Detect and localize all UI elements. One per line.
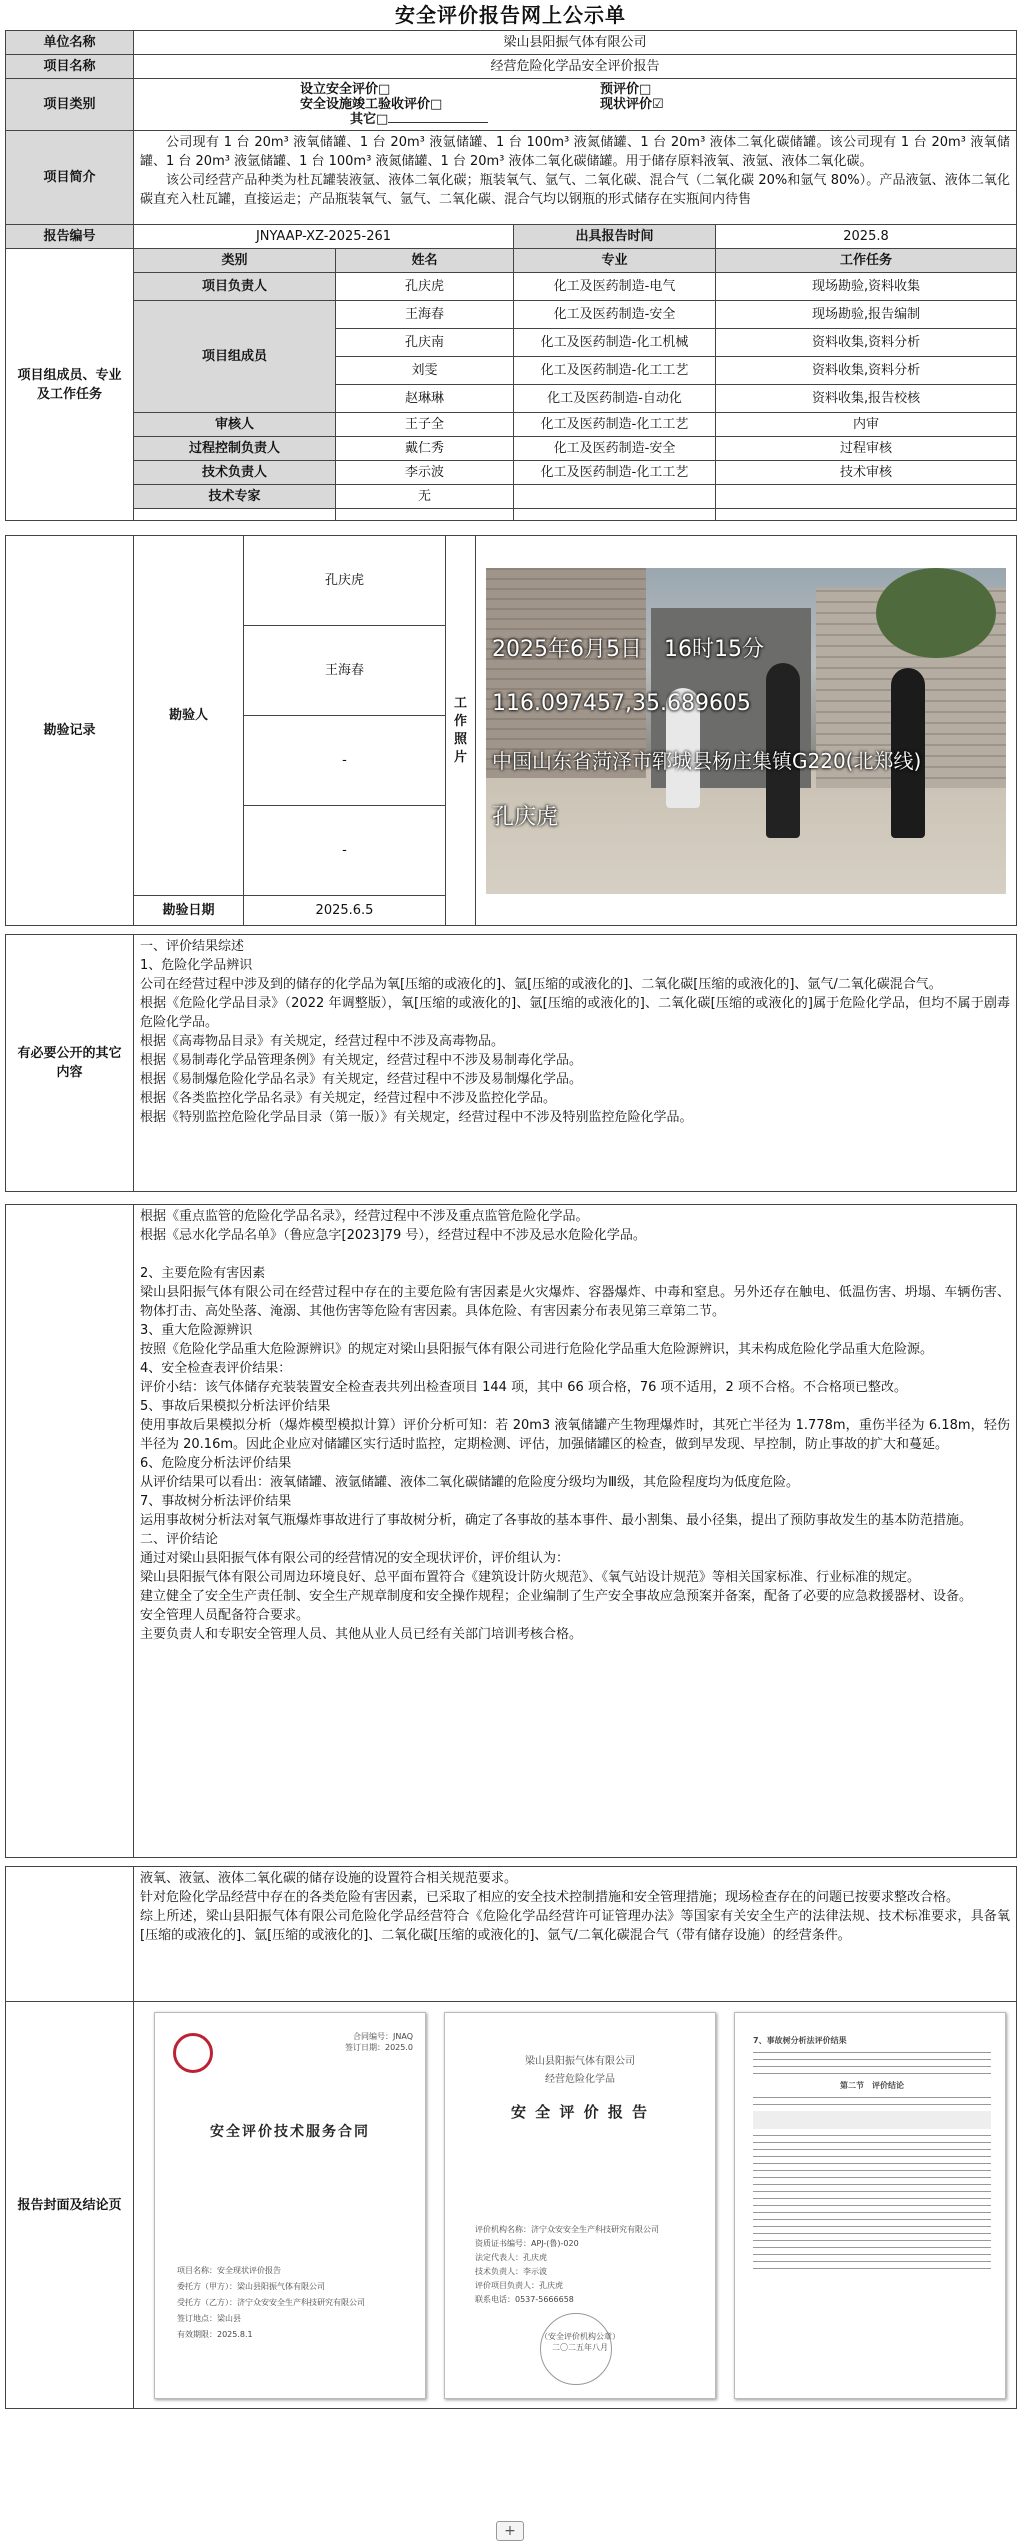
photo-cell bbox=[476, 536, 1017, 926]
report-title: 安 全 评 价 报 告 bbox=[510, 2103, 650, 2121]
row-category: 审核人 bbox=[134, 413, 336, 437]
project-type-label: 项目类别 bbox=[6, 79, 134, 131]
cover-table bbox=[5, 1866, 1017, 2409]
text-line bbox=[140, 1245, 1010, 1264]
row-task: 内审 bbox=[716, 413, 1017, 437]
text-line: 梁山县阳振气体有限公司周边环境良好、总平面布置符合《建筑设计防火规范》、《氧气站设计规范》等相关国家标准、行业标准的规定。 bbox=[140, 1570, 921, 1585]
col-task: 工作任务 bbox=[716, 249, 1017, 273]
disclosure-text-3 bbox=[134, 1867, 1017, 2002]
photo-place: 中国山东省菏泽市郓城县杨庄集镇G220(北郑线) bbox=[492, 748, 922, 773]
contract-line: 受托方（乙方）：济宁众安安全生产科技研究有限公司 bbox=[177, 2298, 365, 2307]
text-line: 3、重大危险源辨识 bbox=[140, 1323, 253, 1338]
publish-time-value: 2025.8 bbox=[716, 225, 1017, 249]
row-major: 化工及医药制造-化工工艺 bbox=[514, 357, 716, 385]
col-category: 类别 bbox=[134, 249, 336, 273]
text-line: 6、危险度分析法评价结果 bbox=[140, 1456, 292, 1471]
expand-button[interactable]: + bbox=[496, 2521, 524, 2541]
report-seal: （安全评价机构公章） bbox=[540, 2332, 620, 2341]
survey-record-label: 勘验记录 bbox=[6, 536, 134, 926]
text-line: 公司在经营过程中涉及到的储存的化学品为氧[压缩的或液化的]、氩[压缩的或液化的]、二氧化碳[压缩的或液化的]、氩气/二氧化碳混合气。 bbox=[140, 977, 942, 992]
report-no-value: JNYAAP-XZ-2025-261 bbox=[134, 225, 514, 249]
text-line: 从评价结果可以看出：液氧储罐、液氩储罐、液体二氧化碳储罐的危险度分级均为Ⅲ级，其危险程度均为低度危险。 bbox=[140, 1475, 799, 1490]
row-category: 过程控制负责人 bbox=[134, 437, 336, 461]
row-task: 过程审核 bbox=[716, 437, 1017, 461]
row-category: 项目负责人 bbox=[134, 273, 336, 301]
type-option-design: 设立安全评价□ bbox=[300, 82, 391, 97]
row-major: 化工及医药制造-自动化 bbox=[514, 385, 716, 413]
text-line: 梁山县阳振气体有限公司在经营过程中存在的主要危险有害因素是火灾爆炸、容器爆炸、中毒和窒息。另外还存在触电、低温伤害、坍塌、车辆伤害、物体打击、高处坠落、淹溺、其他伤害等危险有害因素。具体危险、有害因素分布表见第三章第二节。 bbox=[140, 1285, 1010, 1319]
col-major: 专业 bbox=[514, 249, 716, 273]
surveyor-name: - bbox=[244, 806, 446, 896]
surveyor-name: 王海春 bbox=[244, 626, 446, 716]
row-name: 王海春 bbox=[336, 301, 514, 329]
table-row bbox=[6, 485, 1017, 509]
row-name: 李示波 bbox=[336, 461, 514, 485]
text-line: 根据《易制毒化学品管理条例》有关规定，经营过程中不涉及易制毒化学品。 bbox=[140, 1053, 583, 1068]
text-line: 建立健全了安全生产责任制、安全生产规章制度和安全操作规程；企业编制了生产安全事故应急预案并备案，配备了必要的应急救援器材、设备。 bbox=[140, 1589, 973, 1604]
row-task: 技术审核 bbox=[716, 461, 1017, 485]
type-option-pre: 预评价□ bbox=[600, 82, 652, 97]
row-major: 化工及医药制造-化工机械 bbox=[514, 329, 716, 357]
disclosure-label-empty bbox=[6, 1205, 134, 1858]
table-row bbox=[6, 273, 1017, 301]
row-major: 化工及医药制造-化工工艺 bbox=[514, 461, 716, 485]
row-task: 现场勘验,报告编制 bbox=[716, 301, 1017, 329]
text-line: 1、危险化学品辨识 bbox=[140, 958, 253, 973]
conclusion-label-empty bbox=[6, 1867, 134, 2002]
survey-date-label: 勘验日期 bbox=[134, 896, 244, 926]
disclosure-table-1 bbox=[5, 934, 1017, 1192]
report-line: 联系电话：0537-5666658 bbox=[475, 2295, 574, 2304]
disclosure-label: 有必要公开的其它内容 bbox=[6, 935, 134, 1192]
text-line: 通过对梁山县阳振气体有限公司的经营情况的安全现状评价，评价组认为： bbox=[140, 1551, 570, 1566]
report-line: 评价机构名称：济宁众安安全生产科技研究有限公司 bbox=[475, 2225, 659, 2234]
photo-person: 孔庆虎 bbox=[492, 804, 559, 830]
row-major: 化工及医药制造-安全 bbox=[514, 437, 716, 461]
text-line: 4、安全检查表评价结果： bbox=[140, 1361, 292, 1376]
text-line: 一、评价结果综述 bbox=[140, 939, 245, 954]
report-date: 二〇二五年八月 bbox=[552, 2343, 608, 2352]
type-option-other: 其它□ bbox=[350, 112, 389, 127]
report-unit: 梁山县阳振气体有限公司 bbox=[525, 2056, 635, 2067]
empty-cell bbox=[514, 485, 716, 509]
team-label: 项目组成员、专业及工作任务 bbox=[6, 249, 134, 521]
concl-heading: 7、事故树分析法评价结果 bbox=[753, 2036, 847, 2045]
report-cover-page bbox=[444, 2012, 716, 2399]
report-sub: 经营危险化学品 bbox=[545, 2074, 615, 2085]
project-intro-text bbox=[134, 131, 1017, 225]
text-line: 根据《重点监管的危险化学品名录》，经营过程中不涉及重点监管危险化学品。 bbox=[140, 1209, 589, 1224]
text-line: 7、事故树分析法评价结果 bbox=[140, 1494, 292, 1509]
conclusion-page bbox=[734, 2012, 1006, 2399]
text-line: 安全管理人员配备符合要求。 bbox=[140, 1608, 310, 1623]
row-category: 项目组成员 bbox=[134, 301, 336, 413]
text-line: 根据《危险化学品目录》（2022 年调整版），氧[压缩的或液化的]、氩[压缩的或液化的]、二氧化碳[压缩的或液化的]属于危险化学品，但均不属于剧毒危险化学品。 bbox=[140, 996, 1010, 1030]
row-name: 无 bbox=[336, 485, 514, 509]
project-name-label: 项目名称 bbox=[6, 55, 134, 79]
report-no-label: 报告编号 bbox=[6, 225, 134, 249]
text-line: 评价小结：该气体储存充装装置安全检查表共列出检查项目 144 项，其中 66 项合格，76 项不适用，2 项不合格。不合格项已整改。 bbox=[140, 1380, 907, 1395]
publish-time-label: 出具报告时间 bbox=[514, 225, 716, 249]
text-line: 综上所述，梁山县阳振气体有限公司危险化学品经营符合《危险化学品经营许可证管理办法》等国家有关安全生产的法律法规、技术标准要求，具备氧[压缩的或液化的]、氩[压缩的或液化的]、二氧化碳[压缩的或液化的]、氩气/二氧化碳混合气（带有储存设施）的经营条件。 bbox=[140, 1909, 1010, 1943]
photo-time: 2025年6月5日 16时15分 bbox=[492, 636, 764, 662]
text-line: 根据《高毒物品目录》有关规定，经营过程中不涉及高毒物品。 bbox=[140, 1034, 505, 1049]
basic-info-table bbox=[5, 30, 1017, 521]
row-task: 资料收集,资料分析 bbox=[716, 357, 1017, 385]
disclosure-text-1 bbox=[134, 935, 1017, 1192]
unit-name-label: 单位名称 bbox=[6, 31, 134, 55]
row-category: 技术专家 bbox=[134, 485, 336, 509]
text-line: 根据《特别监控危险化学品目录（第一版）》有关规定，经营过程中不涉及特别监控危险化学品。 bbox=[140, 1110, 693, 1125]
row-category: 技术负责人 bbox=[134, 461, 336, 485]
text-line: 2、主要危险有害因素 bbox=[140, 1266, 266, 1281]
cover-label: 报告封面及结论页 bbox=[6, 2002, 134, 2409]
text-line: 根据《易制爆危险化学品名录》有关规定，经营过程中不涉及易制爆化学品。 bbox=[140, 1072, 583, 1087]
survey-date-value: 2025.6.5 bbox=[244, 896, 446, 926]
row-major: 化工及医药制造-电气 bbox=[514, 273, 716, 301]
table-row bbox=[6, 437, 1017, 461]
project-type-options bbox=[134, 79, 1017, 131]
cover-images bbox=[134, 2002, 1017, 2409]
text-line: 根据《忌水化学品名单》（鲁应急字[2023]79 号），经营过程中不涉及忌水危险化学品。 bbox=[140, 1228, 646, 1243]
surveyor-name: 孔庆虎 bbox=[244, 536, 446, 626]
contract-line: 项目名称：安全现状评价报告 bbox=[177, 2266, 281, 2275]
intro-paragraph: 该公司经营产品种类为杜瓦罐装液氩、液体二氧化碳；瓶装氧气、氩气、二氧化碳、混合气（二氧化碳 20%和氩气 80%）。产品液氩、液体二氧化碳直充入杜瓦罐，直接运走；产品瓶装氧气、氩气、二氧化碳、混合气均以钢瓶的形式储存在实瓶间内待售 bbox=[140, 173, 1011, 207]
contract-title: 安全评价技术服务合同 bbox=[210, 2124, 370, 2140]
row-task: 资料收集,报告校核 bbox=[716, 385, 1017, 413]
row-task: 现场勘验,资料收集 bbox=[716, 273, 1017, 301]
intro-paragraph: 公司现有 1 台 20m³ 液氧储罐、1 台 20m³ 液氩储罐、1 台 100m³ 液氮储罐、1 台 20m³ 液体二氧化碳储罐。该公司现有 1 台 20m³ 液氧储罐、1 台 20m³ 液氩储罐、1 台 100m³ 液氮储罐、1 台 20m³ 液体二氧化碳储罐。用于储存原料液氧、液氩、液体二氧化碳。 bbox=[140, 135, 1011, 169]
report-line: 评价项目负责人：孔庆虎 bbox=[475, 2281, 563, 2290]
surveyor-name: - bbox=[244, 716, 446, 806]
contract-line: 签订地点：梁山县 bbox=[177, 2314, 241, 2323]
text-line: 根据《各类监控化学品名录》有关规定，经营过程中不涉及监控化学品。 bbox=[140, 1091, 557, 1106]
report-line: 技术负责人：李示波 bbox=[475, 2267, 547, 2276]
surveyor-label: 勘验人 bbox=[134, 536, 244, 896]
table-row bbox=[6, 301, 1017, 329]
table-row bbox=[6, 461, 1017, 485]
type-option-acceptance: 安全设施竣工验收评价□ bbox=[300, 97, 443, 112]
project-name-value: 经营危险化学品安全评价报告 bbox=[134, 55, 1017, 79]
logo-icon bbox=[173, 2033, 213, 2073]
contract-line: 有效期限：2025.8.1 bbox=[177, 2330, 253, 2339]
row-name: 孔庆南 bbox=[336, 329, 514, 357]
empty-cell bbox=[716, 485, 1017, 509]
contract-no: 合同编号：JNAQ bbox=[353, 2032, 413, 2041]
row-name: 戴仁秀 bbox=[336, 437, 514, 461]
row-name: 孔庆虎 bbox=[336, 273, 514, 301]
work-photo-label bbox=[446, 536, 476, 926]
site-photo bbox=[486, 568, 1006, 894]
type-option-current: 现状评价☑ bbox=[600, 97, 664, 112]
text-line: 主要负责人和专职安全管理人员、其他从业人员已经有关部门培训考核合格。 bbox=[140, 1627, 583, 1642]
row-major: 化工及医药制造-安全 bbox=[514, 301, 716, 329]
contract-line: 委托方（甲方）：梁山县阳振气体有限公司 bbox=[177, 2282, 325, 2291]
contract-date: 签订日期：2025.0 bbox=[345, 2043, 413, 2052]
text-line: 使用事故后果模拟分析（爆炸模型模拟计算）评价分析可知：若 20m3 液氧储罐产生物理爆炸时，其死亡半径为 1.778m，重伤半径为 6.18m，轻伤半径为 20.16m。因此企业应对储罐区实行适时监控，定期检测、评估，加强储罐区的检查，做到早发现、早控制，防止事故的扩大和蔓延。 bbox=[140, 1418, 1010, 1452]
row-name: 王子全 bbox=[336, 413, 514, 437]
text-line: 二、评价结论 bbox=[140, 1532, 219, 1547]
row-major: 化工及医药制造-化工工艺 bbox=[514, 413, 716, 437]
row-task: 资料收集,资料分析 bbox=[716, 329, 1017, 357]
report-line: 资质证书编号：APJ-(鲁)-020 bbox=[475, 2239, 579, 2248]
contract-page bbox=[154, 2012, 426, 2399]
concl-section: 第二节 评价结论 bbox=[840, 2081, 904, 2090]
disclosure-table-2 bbox=[5, 1204, 1017, 1858]
unit-name-value: 梁山县阳振气体有限公司 bbox=[134, 31, 1017, 55]
col-name: 姓名 bbox=[336, 249, 514, 273]
text-line: 5、事故后果模拟分析法评价结果 bbox=[140, 1399, 331, 1414]
survey-table bbox=[5, 535, 1017, 926]
page-title: 安全评价报告网上公示单 bbox=[395, 3, 626, 27]
row-name: 刘雯 bbox=[336, 357, 514, 385]
text-line: 运用事故树分析法对氧气瓶爆炸事故进行了事故树分析，确定了各事故的基本事件、最小割集、最小径集，提出了预防事故发生的基本防范措施。 bbox=[140, 1513, 973, 1528]
work-photo-text: 工作照片 bbox=[453, 695, 467, 765]
photo-coords: 116.097457,35.689605 bbox=[492, 690, 751, 716]
project-intro-label: 项目简介 bbox=[6, 131, 134, 225]
disclosure-text-2 bbox=[134, 1205, 1017, 1858]
row-name: 赵琳琳 bbox=[336, 385, 514, 413]
table-row bbox=[6, 413, 1017, 437]
text-line: 按照《危险化学品重大危险源辨识》的规定对梁山县阳振气体有限公司进行危险化学品重大危险源辨识，其未构成危险化学品重大危险源。 bbox=[140, 1342, 934, 1357]
report-line: 法定代表人：孔庆虎 bbox=[475, 2253, 547, 2262]
text-line: 针对危险化学品经营中存在的各类危险有害因素，已采取了相应的安全技术控制措施和安全管理措施；现场检查存在的问题已按要求整改合格。 bbox=[140, 1890, 960, 1905]
text-line: 液氧、液氩、液体二氧化碳的储存设施的设置符合相关规范要求。 bbox=[140, 1871, 518, 1886]
